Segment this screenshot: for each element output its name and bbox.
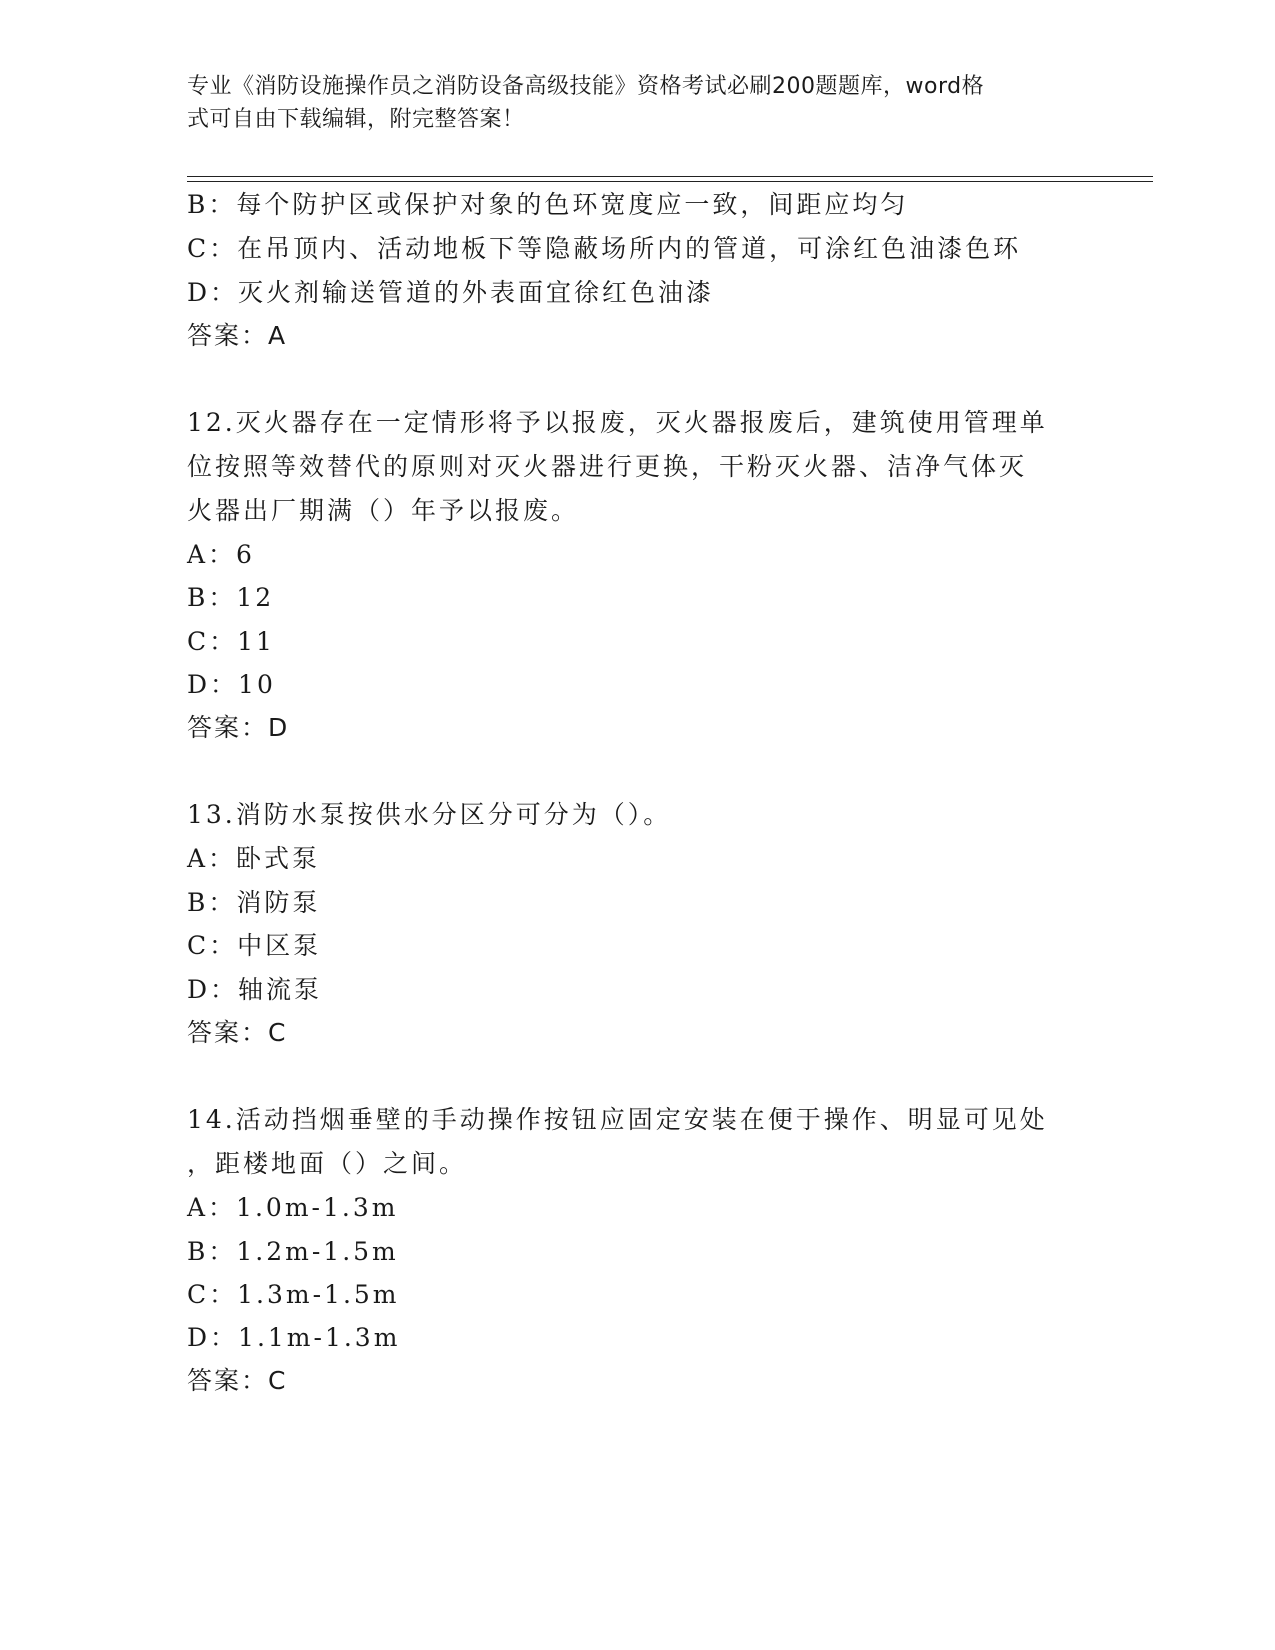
- q13-option-a: A：卧式泵: [187, 844, 321, 873]
- q12-stem-line-2: 位按照等效替代的原则对灭火器进行更换，干粉灭火器、洁净气体灭: [187, 452, 1028, 481]
- q12-option-d: D：10: [187, 670, 276, 699]
- document-header: [187, 70, 1067, 136]
- q12-option-a: A：6: [187, 540, 255, 569]
- q14-stem-line-2: ，距楼地面（）之间。: [187, 1149, 468, 1178]
- q14-option-d: D：1.1m-1.3m: [187, 1323, 401, 1352]
- q12-stem-line-3: 火器出厂期满（）年予以报废。: [187, 496, 580, 525]
- q14-option-c: C：1.3m-1.5m: [187, 1280, 400, 1309]
- q13-answer: 答案：C: [187, 1018, 288, 1047]
- q12-answer: 答案：D: [187, 713, 290, 742]
- q13-option-b: B：消防泵: [187, 888, 321, 917]
- q11-option-b: B：每个防护区或保护对象的色环宽度应一致，间距应均匀: [187, 190, 909, 219]
- q13-option-d: D：轴流泵: [187, 975, 323, 1004]
- q13-stem: 13.消防水泵按供水分区分可分为（）。: [187, 800, 672, 829]
- q13-option-c: C：中区泵: [187, 931, 322, 960]
- q14-option-a: A：1.0m-1.3m: [187, 1193, 399, 1222]
- q11-answer: 答案：A: [187, 321, 288, 350]
- header-line-2: 式可自由下载编辑，附完整答案！: [187, 107, 525, 132]
- q11-option-d: D：灭火剂输送管道的外表面宜徐红色油漆: [187, 278, 715, 307]
- q14-stem-line-1: 14.活动挡烟垂壁的手动操作按钮应固定安装在便于操作、明显可见处: [187, 1105, 1048, 1134]
- q14-answer: 答案：C: [187, 1366, 288, 1395]
- header-line-1: 专业《消防设施操作员之消防设备高级技能》资格考试必刷200题题库，word格: [187, 74, 985, 99]
- q11-option-c: C：在吊顶内、活动地板下等隐蔽场所内的管道，可涂红色油漆色环: [187, 234, 1022, 263]
- header-divider-top: [187, 176, 1153, 177]
- q14-option-b: B：1.2m-1.5m: [187, 1237, 399, 1266]
- q12-stem-line-1: 12.灭火器存在一定情形将予以报废，灭火器报废后，建筑使用管理单: [187, 408, 1048, 437]
- header-divider-bottom: [187, 181, 1153, 182]
- q12-option-c: C：11: [187, 627, 275, 656]
- q12-option-b: B：12: [187, 583, 275, 612]
